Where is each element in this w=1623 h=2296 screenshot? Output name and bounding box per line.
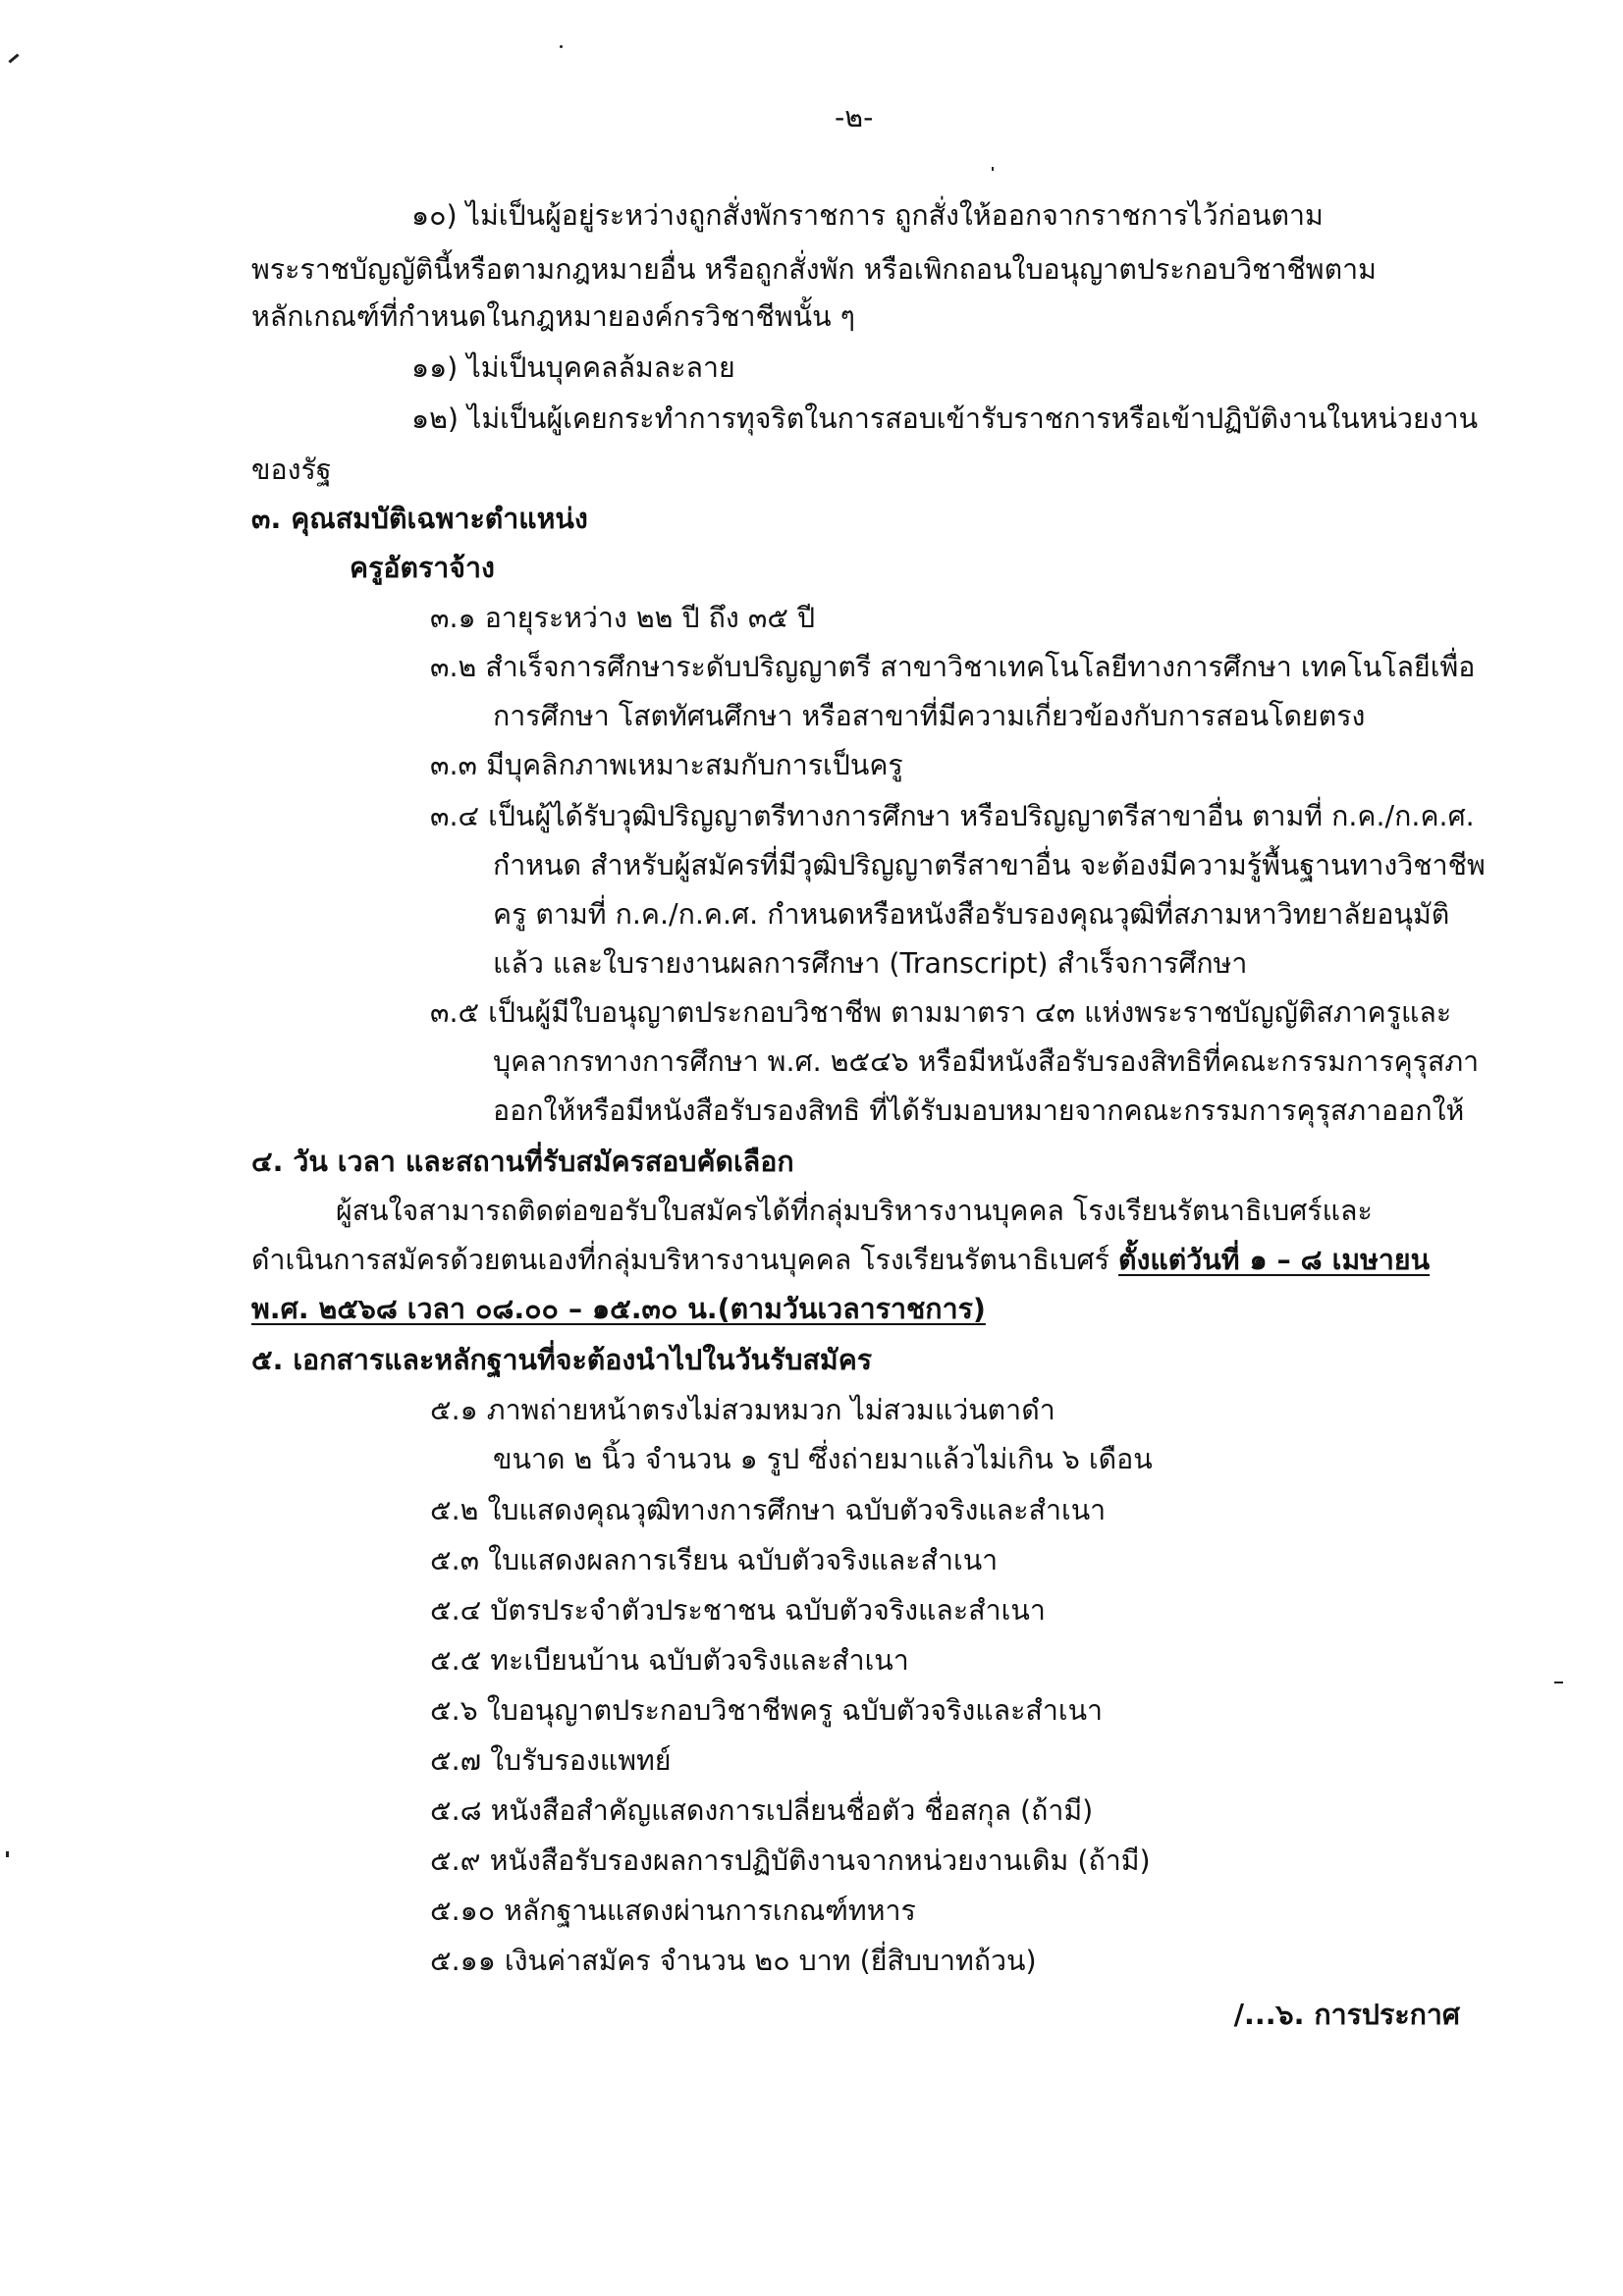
section-4-heading: ๔. วัน เวลา และสถานที่รับสมัครสอบคัดเลือก — [251, 1146, 794, 1178]
section-3-heading: ๓. คุณสมบัติเฉพาะตำแหน่ง — [251, 503, 588, 535]
item-3-5-line-2: บุคลากรทางการศึกษา พ.ศ. ๒๕๔๖ หรือมีหนังสือรับรองสิทธิที่คณะกรรมการคุรุสภา — [493, 1045, 1480, 1078]
section-5-heading: ๕. เอกสารและหลักฐานที่จะต้องนำไปในวันรับสมัคร — [251, 1344, 873, 1376]
item-3-5-line-3: ออกให้หรือมีหนังสือรับรองสิทธิ ที่ได้รับมอบหมายจากคณะกรรมการคุรุสภาออกให้ — [493, 1095, 1465, 1127]
item-5-4: ๕.๔ บัตรประจำตัวประชาชน ฉบับตัวจริงและสำเนา — [430, 1594, 1046, 1627]
scan-mark — [1554, 1682, 1563, 1683]
item-3-4-line-3: ครู ตามที่ ก.ค./ก.ค.ศ. กำหนดหรือหนังสือรับรองคุณวุฒิที่สภามหาวิทยาลัยอนุมัติ — [493, 898, 1450, 931]
item-5-1-line-1: ๕.๑ ภาพถ่ายหน้าตรงไม่สวมหมวก ไม่สวมแว่นตาดำ — [430, 1394, 1055, 1426]
scan-mark — [560, 45, 563, 48]
item-3-4-line-4: แล้ว และใบรายงานผลการศึกษา (Transcript) สำเร็จการศึกษา — [493, 947, 1248, 980]
item-5-3: ๕.๓ ใบแสดงผลการเรียน ฉบับตัวจริงและสำเนา — [430, 1544, 999, 1576]
item-5-11: ๕.๑๑ เงินค่าสมัคร จำนวน ๒๐ บาท (ยี่สิบบาทถ้วน) — [430, 1945, 1037, 1977]
item-11: ๑๑) ไม่เป็นบุคคลล้มละลาย — [411, 351, 735, 384]
item-5-7: ๕.๗ ใบรับรองแพทย์ — [430, 1744, 672, 1777]
item-5-9: ๕.๙ หนังสือรับรองผลการปฏิบัติงานจากหน่วยงานเดิม (ถ้ามี) — [430, 1844, 1151, 1877]
item-3-2-line-1: ๓.๒ สำเร็จการศึกษาระดับปริญญาตรี สาขาวิชาเทคโนโลยีทางการศึกษา เทคโนโลยีเพื่อ — [430, 651, 1476, 683]
item-12-line-2: ของรัฐ — [251, 454, 332, 486]
item-5-2: ๕.๒ ใบแสดงคุณวุฒิทางการศึกษา ฉบับตัวจริงและสำเนา — [430, 1494, 1107, 1526]
scan-mark — [8, 53, 19, 63]
item-5-10: ๕.๑๐ หลักฐานแสดงผ่านการเกณฑ์ทหาร — [430, 1895, 916, 1927]
item-3-2-line-2: การศึกษา โสตทัศนศึกษา หรือสาขาที่มีความเกี่ยวข้องกับการสอนโดยตรง — [493, 700, 1366, 732]
item-10-line-2: พระราชบัญญัตินี้หรือตามกฎหมายอื่น หรือถูกสั่งพัก หรือเพิกถอนใบอนุญาตประกอบวิชาชีพตาม — [251, 253, 1377, 286]
item-3-3: ๓.๓ มีบุคลิกภาพเหมาะสมกับการเป็นครู — [430, 749, 903, 781]
item-3-5-line-1: ๓.๕ เป็นผู้มีใบอนุญาตประกอบวิชาชีพ ตามมาตรา ๔๓ แห่งพระราชบัญญัติสภาครูและ — [430, 996, 1452, 1029]
item-3-1: ๓.๑ อายุระหว่าง ๒๒ ปี ถึง ๓๕ ปี — [430, 602, 816, 634]
section-4-line-1: ผู้สนใจสามารถติดต่อขอรับใบสมัครได้ที่กลุ่มบริหารงานบุคคล โรงเรียนรัตนาธิเบศร์และ — [336, 1195, 1373, 1227]
item-3-4-line-1: ๓.๔ เป็นผู้ได้รับวุฒิปริญญาตรีทางการศึกษา หรือปริญญาตรีสาขาอื่น ตามที่ ก.ค./ก.ค.ศ. — [430, 800, 1475, 832]
item-3-4-line-2: กำหนด สำหรับผู้สมัครที่มีวุฒิปริญญาตรีสาขาอื่น จะต้องมีความรู้พื้นฐานทางวิชาชีพ — [493, 849, 1486, 881]
item-5-5: ๕.๕ ทะเบียนบ้าน ฉบับตัวจริงและสำเนา — [430, 1644, 909, 1677]
continuation-note: /...๖. การประกาศ — [1233, 1999, 1460, 2031]
section-4-line-2 — [251, 1241, 1430, 1280]
item-10-line-3: หลักเกณฑ์ที่กำหนดในกฎหมายองค์กรวิชาชีพนั้น ๆ — [251, 300, 855, 333]
item-10-line-1: ๑๐) ไม่เป็นผู้อยู่ระหว่างถูกสั่งพักราชการ ถูกสั่งให้ออกจากราชการไว้ก่อนตาม — [411, 199, 1324, 232]
item-5-8: ๕.๘ หนังสือสำคัญแสดงการเปลี่ยนชื่อตัว ชื่อสกุล (ถ้ามี) — [430, 1794, 1094, 1827]
page-number: -๒- — [835, 101, 874, 133]
item-5-6: ๕.๖ ใบอนุญาตประกอบวิชาชีพครู ฉบับตัวจริงและสำเนา — [430, 1694, 1104, 1727]
item-5-1-line-2: ขนาด ๒ นิ้ว จำนวน ๑ รูป ซึ่งถ่ายมาแล้วไม่เกิน ๖ เดือน — [493, 1443, 1153, 1475]
application-date-range: ตั้งแต่วันที่ ๑ – ๘ เมษายน — [1118, 1244, 1431, 1276]
scan-mark — [6, 1851, 9, 1857]
application-time-range: พ.ศ. ๒๕๖๘ เวลา ๐๘.๐๐ – ๑๕.๓๐ น.(ตามวันเวลาราชการ) — [251, 1293, 986, 1325]
scan-mark — [992, 167, 994, 171]
section-3-subheading: ครูอัตราจ้าง — [350, 552, 495, 584]
section-4-line-2-text: ดำเนินการสมัครด้วยตนเองที่กลุ่มบริหารงานบุคคล โรงเรียนรัตนาธิเบศร์ — [251, 1244, 1118, 1276]
item-12-line-1: ๑๒) ไม่เป็นผู้เคยกระทำการทุจริตในการสอบเข้ารับราชการหรือเข้าปฏิบัติงานในหน่วยงาน — [411, 402, 1479, 435]
